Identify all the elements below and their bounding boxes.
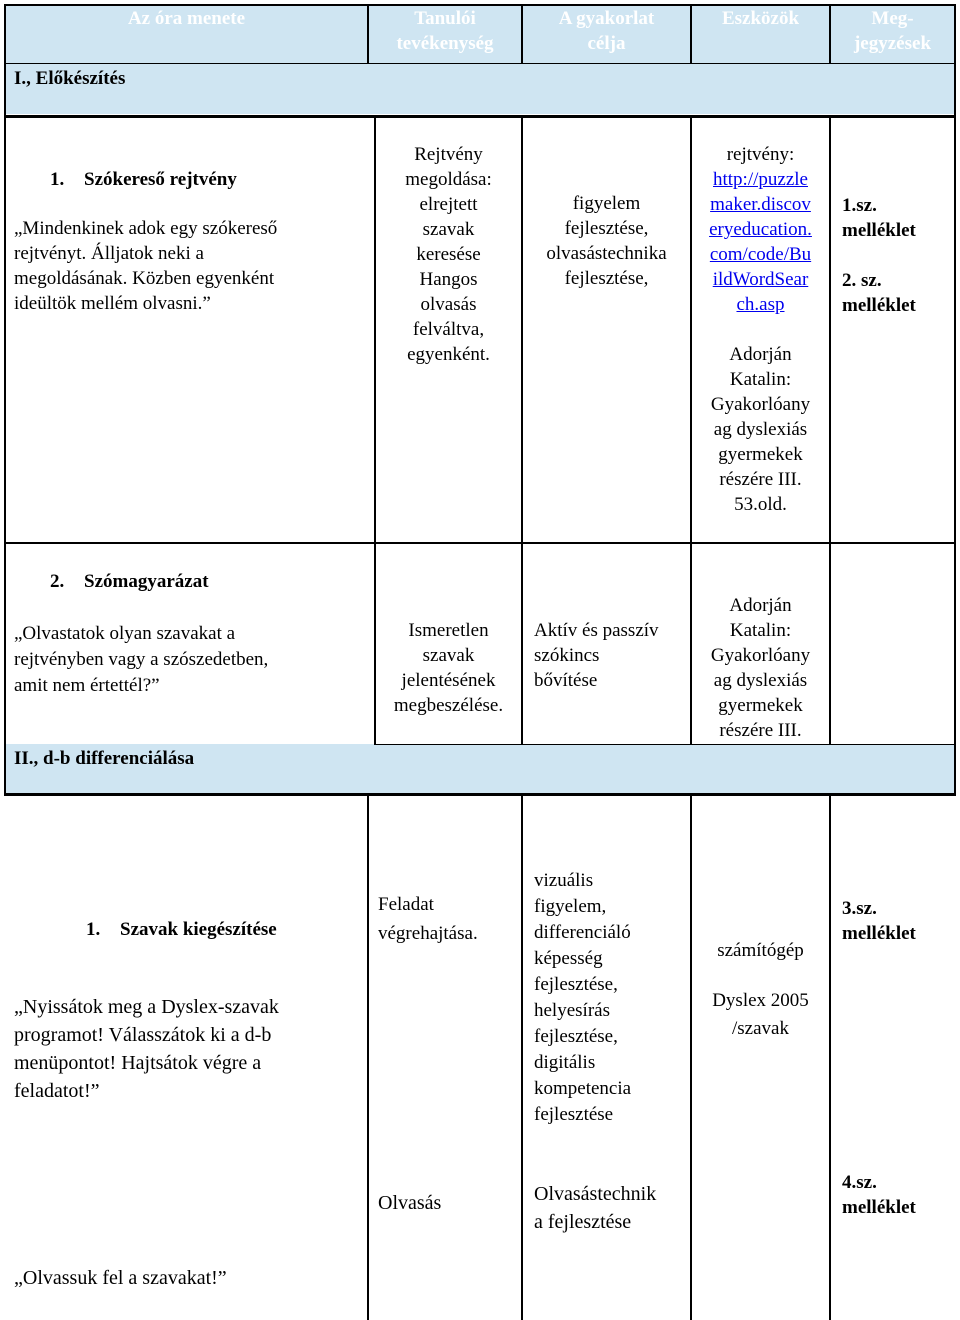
row4-notes xyxy=(842,1170,952,1220)
row1-desc-line: megoldásának. Közben egyenként xyxy=(14,268,275,289)
row2-title xyxy=(50,569,370,594)
row3-desc-line: feladatot!” xyxy=(14,1080,100,1102)
row1-activity-line: szavak xyxy=(422,219,475,240)
header-col3-line1: A gyakorlat xyxy=(558,8,655,29)
section2-bottom-border xyxy=(4,793,956,796)
row1-activity-line: megoldása: xyxy=(405,169,492,190)
row2-book-line: gyermekek xyxy=(718,695,803,716)
row1-note-line: 2. sz. xyxy=(842,270,882,291)
row2-book-line: részére III. xyxy=(719,720,802,741)
row2-tools xyxy=(692,593,829,743)
row2-book-line: Katalin: xyxy=(729,620,792,641)
row3-goal-line: figyelem, xyxy=(534,896,607,917)
link-line[interactable]: maker.discov xyxy=(710,194,811,215)
header-col5-line1: Meg- xyxy=(871,8,914,29)
row2-description xyxy=(14,621,372,699)
header-col-tools: Eszközök xyxy=(721,8,800,29)
row3-tool-line: számítógép xyxy=(717,940,804,961)
row1-description xyxy=(14,216,369,316)
row4-note-line: 4.sz. xyxy=(842,1172,877,1193)
row1-activity-line: egyenként. xyxy=(407,344,490,365)
row1-number: 1. xyxy=(50,169,65,190)
link-line[interactable]: http://puzzle xyxy=(713,169,808,190)
row3-goal-line: differenciáló xyxy=(534,922,631,943)
row2-number: 2. xyxy=(50,571,65,592)
puzzle-maker-link[interactable] xyxy=(692,167,829,317)
row2-desc-line: amit nem értettél?” xyxy=(14,675,160,696)
row3-notes xyxy=(842,896,952,946)
row3-activity-line: végrehajtása. xyxy=(378,923,478,944)
spacer xyxy=(842,243,952,268)
col-divider-1b xyxy=(367,796,369,1320)
header-col5-line2: jegyzések xyxy=(853,33,932,54)
row4-note-line: melléklet xyxy=(842,1197,916,1218)
row3-goal-line: fejlesztése, xyxy=(534,974,618,995)
row3-desc-line: menüpontot! Hajtsátok végre a xyxy=(14,1052,262,1074)
row1-activity-line: Hangos xyxy=(419,269,478,290)
row4-activity xyxy=(378,1189,518,1217)
row3-goal-line: fejlesztése, xyxy=(534,1026,618,1047)
row2-goal-line: szókincs xyxy=(534,645,600,666)
row2-book-line: ag dyslexiás xyxy=(713,670,808,691)
row1-note-line: melléklet xyxy=(842,220,916,241)
link-line[interactable]: ildWordSear xyxy=(712,269,809,290)
row1-activity-line: Rejtvény xyxy=(414,144,483,165)
row3-title-text: Szavak kiegészítése xyxy=(120,919,277,940)
row3-note-line: melléklet xyxy=(842,923,916,944)
col-divider-2b xyxy=(521,796,523,1320)
row1-desc-line: ideültök mellém olvasni.” xyxy=(14,293,211,314)
row3-activity-line: Feladat xyxy=(378,894,434,915)
row1-goal-line: fejlesztése, xyxy=(564,218,649,239)
left-border xyxy=(4,4,6,796)
section-heading-differentiation: II., d-b differenciálása xyxy=(14,748,195,769)
row1-book-line: 53.old. xyxy=(734,494,787,515)
row1-activity-line: keresése xyxy=(416,244,481,265)
row1-title xyxy=(50,167,370,192)
row4-desc-line: „Olvassuk fel a szavakat!” xyxy=(14,1267,227,1289)
header-col2-line1: Tanulói xyxy=(414,8,476,29)
row4-goal xyxy=(534,1180,689,1236)
row4-goal-line: Olvasástechnik xyxy=(534,1183,657,1205)
row3-number: 1. xyxy=(86,919,101,940)
row2-title-text: Szómagyarázat xyxy=(84,571,209,592)
row3-activity xyxy=(378,890,518,948)
row1-tools xyxy=(692,142,829,517)
col-divider-4 xyxy=(829,118,831,745)
row3-description xyxy=(14,993,364,1105)
row1-book-line: részére III. xyxy=(719,469,802,490)
link-line[interactable]: ch.asp xyxy=(736,294,785,315)
row2-activity-line: jelentésének xyxy=(401,670,496,691)
header-col2-line2: tevékenység xyxy=(396,33,494,54)
row4-activity-line: Olvasás xyxy=(378,1192,442,1214)
section-heading-preparation: I., Előkészítés xyxy=(14,68,126,89)
row2-book-line: Adorján xyxy=(729,595,792,616)
row1-note-line: melléklet xyxy=(842,295,916,316)
row1-goal-line: fejlesztése, xyxy=(564,268,649,289)
row2-bottom-border xyxy=(374,744,956,745)
row1-title-text: Szókereső rejtvény xyxy=(84,169,237,190)
row4-goal-line: a fejlesztése xyxy=(534,1211,632,1233)
row1-note-line: 1.sz. xyxy=(842,195,877,216)
row1-goal-line: figyelem xyxy=(572,193,641,214)
row3-title xyxy=(86,917,366,942)
row1-activity-line: elrejtett xyxy=(419,194,478,215)
row3-goal-line: helyesírás xyxy=(534,1000,610,1021)
row4-description xyxy=(14,1264,364,1292)
row2-activity-line: megbeszélése. xyxy=(393,695,504,716)
row2-desc-line: rejtvényben vagy a szószedetben, xyxy=(14,649,269,670)
row1-desc-line: „Mindenkinek adok egy szókereső xyxy=(14,218,278,239)
row1-activity-line: felváltva, xyxy=(412,319,485,340)
col-divider-3b xyxy=(690,796,692,1320)
row1-notes xyxy=(842,193,952,318)
header-col-goal xyxy=(523,6,690,56)
row1-book-line: gyermekek xyxy=(718,444,803,465)
row3-tool-line: Dyslex 2005 xyxy=(712,990,809,1011)
row1-book-line: ag dyslexiás xyxy=(713,419,808,440)
row2-book-line: Gyakorlóany xyxy=(710,645,811,666)
right-border xyxy=(954,4,956,796)
row1-bottom-border xyxy=(4,542,956,544)
row2-activity xyxy=(376,618,521,718)
row1-book-line: Katalin: xyxy=(729,369,792,390)
row2-activity-line: Ismeretlen xyxy=(408,620,489,641)
header-col3-line2: célja xyxy=(587,33,626,54)
link-line[interactable]: com/code/Bu xyxy=(709,244,812,265)
row1-goal-line: olvasástechnika xyxy=(546,243,667,264)
row1-book-line: Adorján xyxy=(729,344,792,365)
row2-goal-line: bővítése xyxy=(534,670,598,691)
row3-tool-line: /szavak xyxy=(732,1018,789,1039)
row3-goal-line: digitális xyxy=(534,1052,596,1073)
row1-activity-line: olvasás xyxy=(420,294,477,315)
row3-goal xyxy=(534,868,689,1128)
row3-goal-line: képesség xyxy=(534,948,603,969)
row3-tools xyxy=(692,938,829,1042)
row2-goal-line: Aktív és passzív xyxy=(534,620,659,641)
header-col-student-activity xyxy=(369,6,521,56)
row3-goal-line: vizuális xyxy=(534,870,594,891)
row1-desc-line: rejtvényt. Álljatok neki a xyxy=(14,243,204,264)
col-divider-4b xyxy=(829,796,831,1320)
row1-tools-label: rejtvény: xyxy=(726,144,795,165)
section1-bottom-border xyxy=(4,115,956,118)
spacer xyxy=(692,317,829,342)
row2-activity-line: szavak xyxy=(422,645,475,666)
header-col-lesson-flow: Az óra menete xyxy=(127,8,246,29)
row2-desc-line: „Olvastatok olyan szavakat a xyxy=(14,623,236,644)
row3-desc-line: „Nyissátok meg a Dyslex-szavak xyxy=(14,996,279,1018)
row1-activity xyxy=(376,142,521,367)
row3-goal-line: fejlesztése xyxy=(534,1104,614,1125)
row3-note-line: 3.sz. xyxy=(842,898,877,919)
spacer xyxy=(692,964,829,988)
header-col-notes xyxy=(831,6,954,56)
row3-goal-line: kompetencia xyxy=(534,1078,632,1099)
row1-book-line: Gyakorlóany xyxy=(710,394,811,415)
row1-goal xyxy=(523,191,690,291)
header-bottom-border xyxy=(4,63,956,64)
row3-desc-line: programot! Válasszátok ki a d-b xyxy=(14,1024,272,1046)
link-line[interactable]: eryeducation. xyxy=(709,219,812,240)
row2-goal xyxy=(534,618,689,693)
